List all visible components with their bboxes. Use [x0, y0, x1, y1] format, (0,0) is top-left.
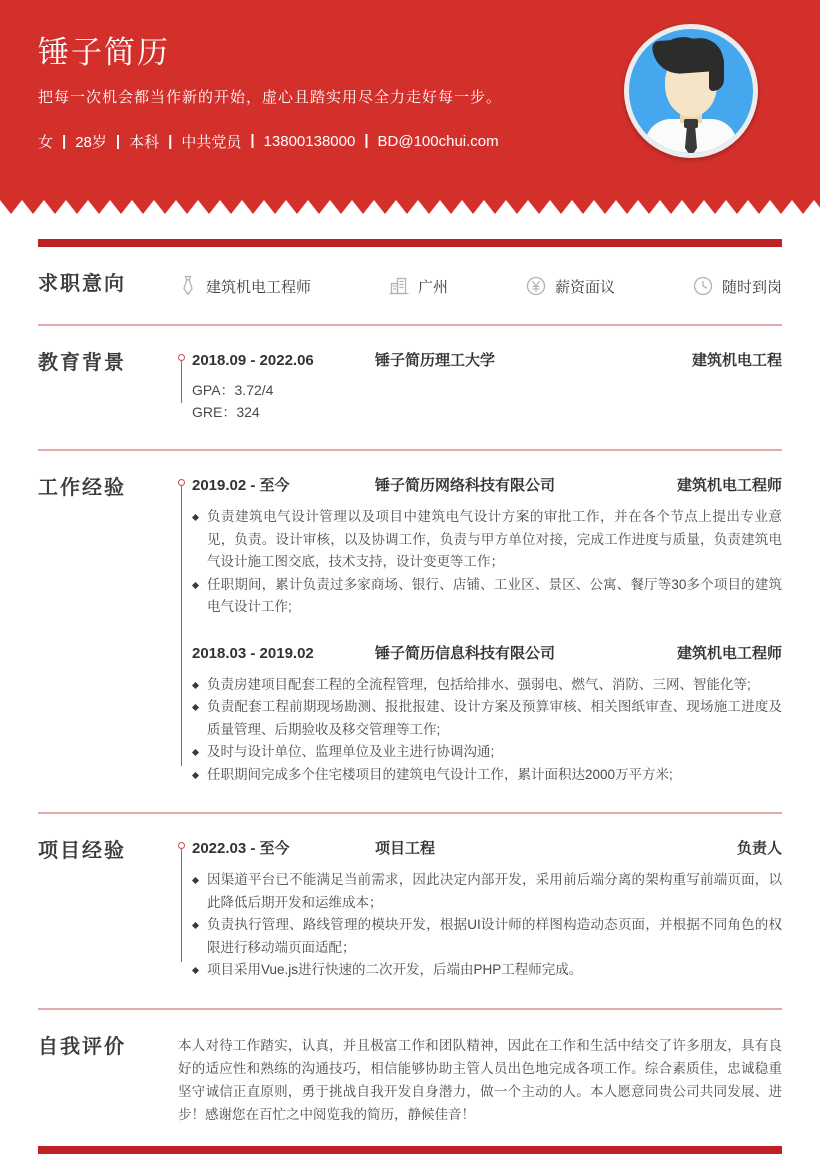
- intention-label: 随时到岗: [721, 278, 782, 296]
- bullet-item: 负责房建项目配套工程的全流程管理，包括给排水、强弱电、燃气、消防、三网、智能化等;: [192, 674, 782, 697]
- intention-row: [178, 271, 782, 298]
- intention-label: 薪资面议: [554, 278, 615, 296]
- resume-motto: 把每一次机会都当作新的开始，虚心且踏实用尽全力走好每一步。: [38, 89, 503, 106]
- bullet-item: 因渠道平台已不能满足当前需求，因此决定内部开发，采用前后端分离的架构重写前端页面，以此降低后期开发和运维成本；: [192, 869, 782, 914]
- work-entry: [192, 475, 782, 619]
- intention-label: 建筑机电工程师: [206, 278, 312, 296]
- entry-period: 2018.03 - 2019.02: [192, 644, 314, 662]
- education-detail-gpa: GPA：3.72/4: [192, 382, 274, 398]
- section-title: 求职意向: [38, 273, 126, 295]
- accent-bar-bottom: [38, 1146, 782, 1154]
- zigzag-divider: [0, 200, 820, 214]
- bullet-item: 任职期间，累计负责过多家商场、银行、店铺、工业区、景区、公寓、餐厅等30多个项目的建筑电气设计工作;: [192, 574, 782, 619]
- entry-role: 负责人: [736, 840, 782, 857]
- section-title: 工作经验: [38, 477, 126, 499]
- section-title: 自我评价: [38, 1035, 126, 1058]
- section-title: 教育背景: [38, 352, 126, 374]
- entry-period: 2022.03 - 至今: [192, 840, 290, 857]
- project-timeline: [178, 838, 782, 982]
- section-title: 项目经验: [38, 840, 126, 862]
- intention-item-salary: [525, 275, 615, 297]
- section-education: [38, 324, 782, 449]
- bullet-item: 任职期间完成多个住宅楼项目的建筑电气设计工作，累计面积达2000万平方米;: [192, 764, 782, 787]
- work-entry: [192, 643, 782, 787]
- entry-project-name: 项目工程: [375, 840, 436, 857]
- bullet-item: 负责建筑电气设计管理以及项目中建筑电气设计方案的审批工作，并在各个节点上提出专业意见，负责。设计审核，以及协调工作，负责与甲方单位对接，完成工作进度与质量，负责建筑电气设计施工图交底，技术支持，设计变更等工作；: [192, 506, 782, 574]
- section-project-experience: [38, 812, 782, 1008]
- entry-company: 锤子简历网络科技有限公司: [375, 477, 556, 494]
- project-entry: [192, 838, 782, 982]
- education-detail-gre: GRE：324: [192, 404, 260, 420]
- personal-info-item: | 中共党员: [159, 131, 241, 152]
- intention-item-position: [178, 274, 311, 298]
- yen-icon: [525, 275, 547, 297]
- entry-major: 建筑机电工程: [691, 352, 782, 369]
- section-self-evaluation: [38, 1008, 782, 1152]
- avatar-hair-side: [709, 53, 724, 91]
- personal-info-item: | 本科: [107, 131, 159, 152]
- entry-period: 2019.02 - 至今: [192, 477, 290, 494]
- accent-bar-top: [38, 239, 782, 247]
- bullet-item: 负责执行管理、路线管理的模块开发，根据UI设计师的样图构造动态页面，并根据不同角色的权限进行移动端页面适配；: [192, 914, 782, 959]
- personal-info-item: | 13800138000: [241, 133, 355, 150]
- avatar-tie-knot: [684, 119, 698, 128]
- clock-icon: [692, 275, 714, 297]
- work-timeline: [178, 475, 782, 786]
- intention-item-city: [388, 275, 448, 297]
- self-evaluation-text: 本人对待工作踏实，认真，并且极富工作和团队精神，因此在工作和生活中结交了许多朋友，具有良好的适应性和熟练的沟通技巧，相信能够协助主管人员出色地完成各项工作。综合素质佳，忠诚稳重坚守诚信正直原则，勇于挑战自我开发自身潜力，做一个主动的人。本人愿意同贵公司共同发展、进步！感谢您在百忙之中阅览我的简历，静候佳音！: [178, 1037, 782, 1122]
- personal-info-item: | BD@100chui.com: [355, 133, 498, 150]
- personal-info-item: 女: [38, 134, 54, 151]
- entry-period: 2018.09 - 2022.06: [192, 352, 314, 369]
- personal-info-item: | 28岁: [53, 131, 107, 152]
- entry-school: 锤子简历理工大学: [375, 352, 496, 369]
- tie-icon: [178, 274, 198, 298]
- section-job-intention: [38, 247, 782, 324]
- section-work-experience: [38, 449, 782, 812]
- entry-company: 锤子简历信息科技有限公司: [375, 644, 556, 662]
- education-entry: [192, 350, 782, 423]
- entry-role: 建筑机电工程师: [676, 644, 782, 662]
- resume-title: 锤子简历: [38, 35, 170, 70]
- header: [0, 0, 820, 200]
- intention-item-availability: [692, 275, 782, 297]
- building-icon: [388, 275, 410, 297]
- content: [0, 239, 820, 1152]
- education-timeline: [178, 350, 782, 423]
- bullet-item: 项目采用Vue.js进行快速的二次开发，后端由PHP工程师完成。: [192, 959, 782, 982]
- entry-role: 建筑机电工程师: [676, 477, 782, 494]
- bullet-item: 负责配套工程前期现场勘测、报批报建、设计方案及预算审核、相关图纸审查、现场施工进度及质量管理、后期验收及移交管理等工作;: [192, 696, 782, 741]
- avatar: [624, 24, 758, 158]
- bullet-item: 及时与设计单位、监理单位及业主进行协调沟通;: [192, 741, 782, 764]
- intention-label: 广州: [417, 278, 448, 296]
